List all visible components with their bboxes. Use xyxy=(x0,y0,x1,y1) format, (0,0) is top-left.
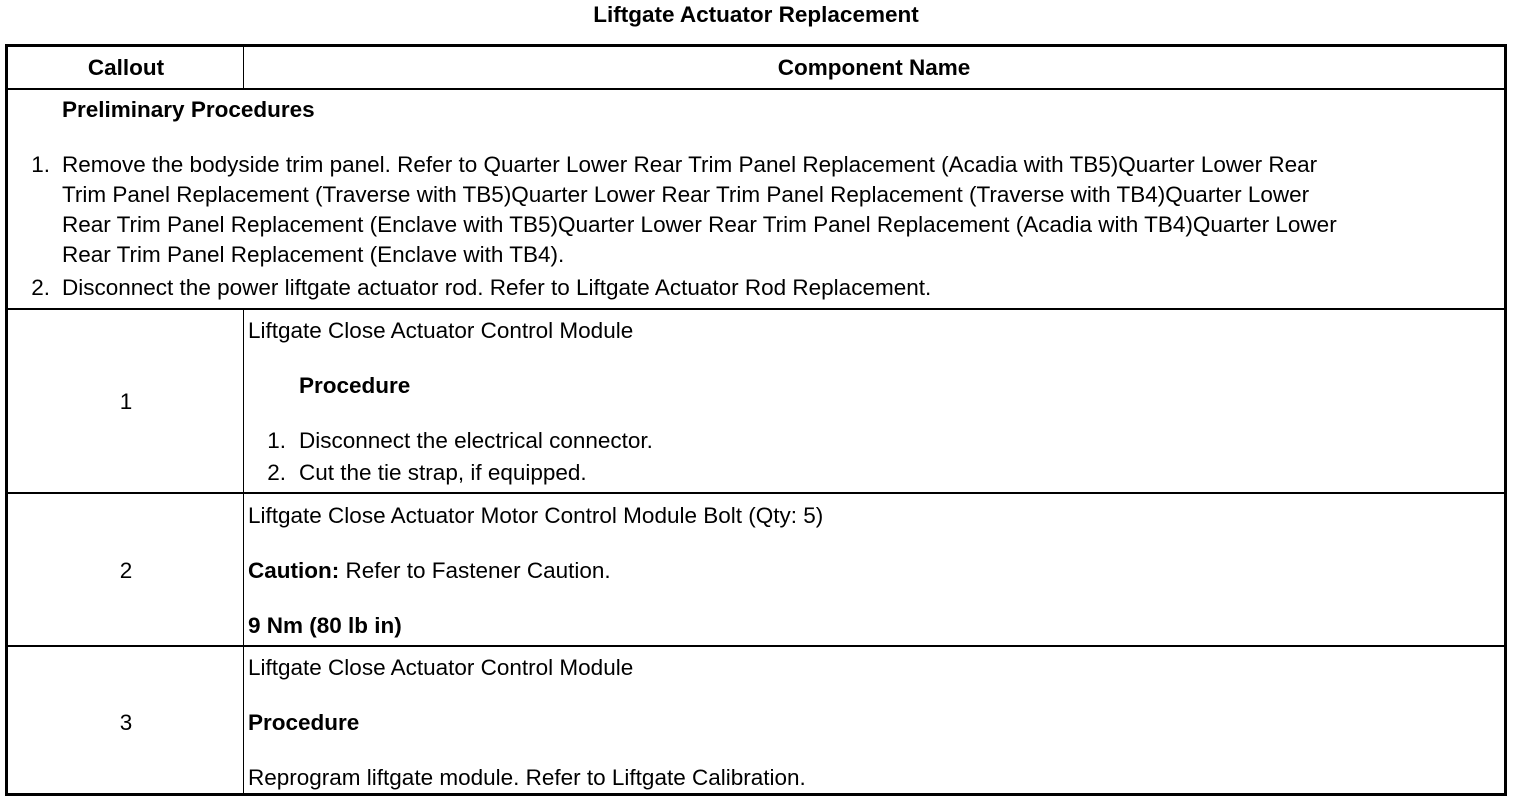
step-text: Disconnect the electrical connector. xyxy=(299,428,653,453)
step-text-line: Rear Trim Panel Replacement (Enclave with TB5)Quarter Lower Rear Trim Panel Replacement (Acadia with TB4)Quarter Lower xyxy=(62,212,1337,237)
step-text: Cut the tie strap, if equipped. xyxy=(299,460,587,485)
callout-number: 2 xyxy=(119,558,133,583)
step-number: 2. xyxy=(267,460,286,485)
step-text-line: Trim Panel Replacement (Traverse with TB5)Quarter Lower Rear Trim Panel Replacement (Traverse with TB4)Quarter Lower xyxy=(62,182,1310,207)
row-divider xyxy=(8,645,1504,647)
preliminary-heading: Preliminary Procedures xyxy=(62,97,315,122)
row-divider xyxy=(8,308,1504,310)
header-component-name: Component Name xyxy=(777,55,971,80)
caution-text: Refer to Fastener Caution. xyxy=(339,558,611,583)
step-text-line: Disconnect the power liftgate actuator rod. Refer to Liftgate Actuator Rod Replacement. xyxy=(62,275,932,300)
component-name: Liftgate Close Actuator Control Module xyxy=(248,655,634,680)
page-title: Liftgate Actuator Replacement xyxy=(593,2,919,27)
callout-number: 1 xyxy=(119,389,133,414)
procedure-text: Reprogram liftgate module. Refer to Liftgate Calibration. xyxy=(248,765,806,790)
callout-number: 3 xyxy=(119,710,133,735)
component-name: Liftgate Close Actuator Motor Control Module Bolt (Qty: 5) xyxy=(248,503,824,528)
step-number: 1. xyxy=(267,428,286,453)
header-callout: Callout xyxy=(87,55,165,80)
procedure-heading: Procedure xyxy=(299,373,411,398)
procedure-table xyxy=(5,44,1507,796)
step-text-line: Rear Trim Panel Replacement (Enclave with TB4). xyxy=(62,242,565,267)
step-text-line: Remove the bodyside trim panel. Refer to Quarter Lower Rear Trim Panel Replacement (Acadia with TB5)Quarter Lower Rear xyxy=(62,152,1318,177)
step-number: 2. xyxy=(31,275,50,300)
caution-note xyxy=(248,556,611,586)
procedure-heading: Procedure xyxy=(248,710,360,735)
caution-label: Caution: xyxy=(248,558,340,583)
torque-spec: 9 Nm (80 lb in) xyxy=(248,613,402,638)
row-divider xyxy=(8,492,1504,494)
header-divider xyxy=(243,47,244,89)
component-name: Liftgate Close Actuator Control Module xyxy=(248,318,634,343)
row-divider xyxy=(8,88,1504,90)
step-number: 1. xyxy=(31,152,50,177)
